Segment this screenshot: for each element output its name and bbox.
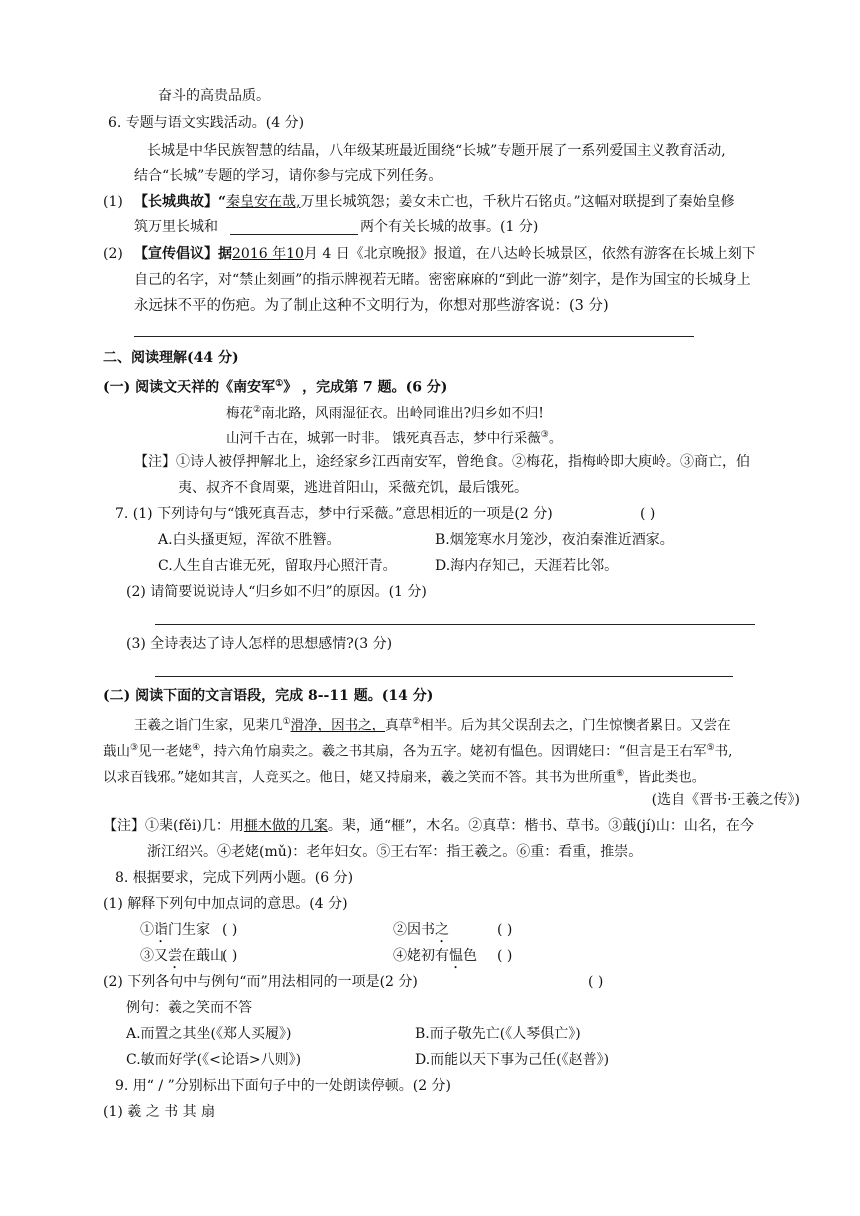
q6-part2-line3: 永远抹不平的伤疤。为了制止这种不文明行为，你想对那些游客说：(3 分) [134, 298, 609, 314]
q9-1-sentence: (1) 羲 之 书 其 扇 [103, 1104, 216, 1120]
classical-text-line2 [103, 738, 732, 762]
q8-2-example: 例句：羲之笑而不答 [126, 1000, 252, 1016]
ct2-c: ，持六角竹扇卖之。羲之书其扇，各为五字。姥初有愠色。因谓姥曰：“但言是王右军 [200, 743, 707, 760]
q6-part2-answer-line[interactable] [134, 336, 694, 337]
classical-note-line2: 浙江绍兴。④老姥(mǔ)：老年妇女。⑤王右军：指王羲之。⑥重：看重，推崇。 [147, 844, 643, 860]
q8-item3-a: ③又 [140, 948, 168, 964]
q8-option-a: A.而置之其坐(《郑人买履》) [126, 1026, 292, 1042]
q8-2-stem: (2) 下列各句中与例句“而”用法相同的一项是(2 分) [103, 974, 418, 990]
part1-heading-b: 》 ，完成第 7 题。(6 分) [283, 379, 448, 396]
classical-text-source: (选自《晋书·王羲之传》) [651, 792, 800, 808]
q8-option-c: C.敏而好学(《<论语>八则》) [126, 1052, 302, 1068]
q8-item2-paren[interactable]: ( ) [497, 922, 513, 938]
poem-line1 [226, 400, 544, 424]
q8-1-stem: (1) 解释下列句中加点词的意思。(4 分) [103, 896, 348, 912]
q8-option-b: B.而子敬先亡(《人琴俱亡》) [415, 1026, 581, 1042]
ct2-note5: ⑤ [706, 743, 715, 753]
ct3-a: 以求百钱邪。”姥如其言，人竞买之。他日，姥又持扇来，羲之笑而不答。其书为世所重 [103, 769, 617, 786]
cn1-a: 【注】①棐(fěi)几：用 [103, 818, 244, 834]
q6-part1-line2-b: 两个有关长城的故事。(1 分) [360, 219, 539, 235]
ct1-c: 相半。后为其父误刮去之，门生惊懊者累日。又尝在 [420, 717, 731, 734]
poem-line1-note: ② [253, 405, 262, 415]
cn1-b: 。棐，通“榧”，木名。②真草：楷书、草书。③蕺(jí)山：山名，在今 [327, 818, 754, 834]
q7-1-stem: 7. (1) 下列诗句与“饿死真吾志，梦中行采薇。”意思相近的一项是(2 分) [115, 506, 553, 522]
q8-item3-paren[interactable]: ( ) [222, 948, 238, 964]
q7-option-c: C.人生自古谁无死，留取丹心照汗青。 [158, 558, 397, 574]
ct1-b: 真草 [385, 717, 413, 734]
q8-item1-paren[interactable]: ( ) [222, 922, 238, 938]
q8-item4-dotted: 愠 [449, 948, 463, 964]
q8-item1-num: ① [140, 922, 154, 938]
q6-part2-number: (2) [103, 246, 123, 262]
q6-part2-month: 10 [286, 246, 304, 262]
q6-part2-line1 [134, 244, 756, 264]
poem-line2-note: ③ [540, 430, 549, 440]
q6-title: 6. 专题与语文实践活动。(4 分) [108, 115, 305, 131]
q8-stem: 8. 根据要求，完成下列两小题。(6 分) [115, 870, 354, 886]
q8-item4-b: 色 [463, 948, 477, 964]
q8-option-d: D.而能以天下事为己任(《赵普》) [415, 1052, 610, 1068]
q7-option-d: D.海内存知己，天涯若比邻。 [435, 558, 619, 574]
q6-part1-lead: 【长城典故】“ [134, 194, 227, 210]
q8-item3-b: 在蕺山 [182, 948, 224, 964]
q6-part2-year: 2016 年 [232, 246, 287, 262]
q8-2-answer-paren[interactable]: ( ) [588, 974, 604, 990]
poem-line2-b: 。 [548, 430, 563, 447]
part2-heading: (二) 阅读下面的文言语段，完成 8--11 题。(14 分) [103, 688, 434, 704]
ct1-note2: ② [412, 717, 421, 727]
q6-part1-number: (1) [103, 194, 123, 210]
q6-part2-lead: 【宣传倡议】据 [134, 246, 232, 262]
poem-line2 [226, 425, 562, 449]
classical-text-line1 [134, 712, 731, 736]
ct2-a: 蕺山 [103, 743, 130, 760]
q7-2-stem: (2) 请简要说说诗人“归乡如不归”的原因。(1 分) [126, 584, 427, 600]
q8-item4 [393, 946, 477, 972]
q6-intro-line1: 长城是中华民族智慧的结晶，八年级某班最近围绕“长城”专题开展了一系列爱国主义教育活动, [147, 143, 726, 159]
ct1-note1: ① [282, 717, 291, 727]
ct2-note3: ③ [130, 743, 139, 753]
q8-item2 [393, 920, 449, 946]
section2-heading: 二、阅读理解(44 分) [103, 350, 239, 366]
q7-2-answer-line[interactable] [155, 624, 755, 625]
classical-note-line1 [103, 816, 754, 836]
q7-1-answer-paren[interactable]: ( ) [640, 506, 656, 522]
q7-option-a: A.白头搔更短，浑欲不胜簪。 [158, 532, 341, 548]
ct3-note6: ⑥ [616, 769, 625, 779]
ct2-note4: ④ [192, 743, 201, 753]
q6-part1-line2-a: 筑万里长城和 [134, 219, 218, 235]
q8-item2-dotted: 之 [435, 922, 449, 938]
q6-part1-answer-blank[interactable] [230, 234, 358, 235]
q6-intro-line2: 结合“长城”专题的学习，请你参与完成下列任务。 [134, 168, 443, 184]
q9-stem: 9. 用“ / ”分别标出下面句子中的一处朗读停顿。(2 分) [115, 1078, 452, 1094]
q6-part2-line2: 自己的名字，对“禁止刻画”的指示牌视若无睹。密密麻麻的“到此一游”刻字，是作为国宝的长城身上 [134, 272, 751, 288]
q6-part2-text: 月 4 日《北京晚报》报道，在八达岭长城景区，依然有游客在长城上刻下 [303, 246, 756, 262]
ct1-underlined: 滑净，因书之， [290, 717, 386, 734]
q8-item4-paren[interactable]: ( ) [497, 948, 513, 964]
poem-line1-a: 梅花 [226, 405, 253, 422]
ct3-b: ，皆此类也。 [624, 769, 706, 786]
part1-heading-note: ① [275, 379, 284, 389]
ct1-a: 王羲之诣门生家，见棐几 [134, 717, 283, 734]
q6-part1-underlined: 秦皇安在哉, [226, 194, 301, 210]
q8-item1 [140, 920, 210, 946]
q7-option-b: B.烟笼寒水月笼沙，夜泊秦淮近酒家。 [435, 532, 674, 548]
poem-note-line1: 【注】①诗人被俘押解北上，途经家乡江西南安军，曾绝食。②梅花，指梅岭即大庾岭。③商亡，伯 [134, 454, 750, 470]
classical-text-line3 [103, 764, 705, 788]
q7-3-answer-line[interactable] [155, 676, 733, 677]
q8-item2-a: ②因书 [393, 922, 435, 938]
ct2-d: 书, [714, 743, 733, 760]
q6-part1-text: 万里长城筑怨；姜女未亡也，千秋片石铭贞。”这幅对联提到了秦始皇修 [300, 194, 735, 210]
q6-part1-line1 [134, 192, 735, 212]
q8-item1-rest: 门生家 [168, 922, 210, 938]
q5-continuation: 奋斗的高贵品质。 [158, 88, 270, 104]
ct2-b: 见一老姥 [138, 743, 193, 760]
q7-3-stem: (3) 全诗表达了诗人怎样的思想感情?(3 分) [126, 636, 393, 652]
cn1-underlined: 榧木做的几案 [243, 818, 328, 834]
part1-heading-a: (一) 阅读文天祥的《南安军 [103, 379, 276, 396]
poem-note-line2: 夷、叔齐不食周粟，逃进首阳山，采薇充饥，最后饿死。 [178, 480, 528, 496]
part1-heading [103, 374, 447, 398]
q8-item1-dotted: 诣 [154, 922, 168, 938]
q8-item4-a: ④姥初有 [393, 948, 449, 964]
q8-item3-dotted: 尝 [168, 948, 182, 964]
poem-line2-a: 山河千古在，城郭一时非。 饿死真吾志，梦中行采薇 [226, 430, 541, 447]
q8-item3 [140, 946, 224, 972]
poem-line1-b: 南北路，风雨湿征衣。出岭同谁出?归乡如不归! [261, 405, 544, 422]
